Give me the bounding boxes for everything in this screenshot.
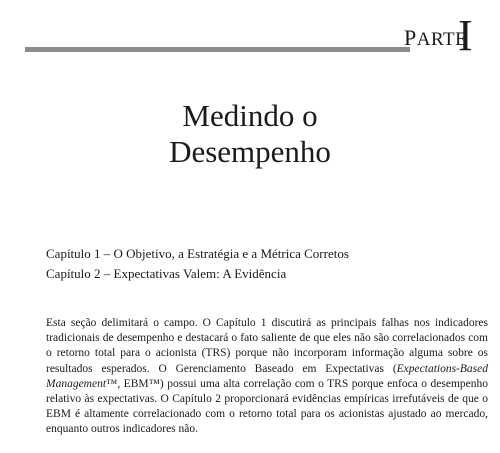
part-label-rest: ARTE [416, 29, 468, 50]
intro-text-italic: Expectations-Based Management [46, 362, 488, 390]
intro-text-part-2: ™, EBM™) possui uma alta correlação com o TRS porque enfoca o desempenho relativo às expectativas. O Capítulo 2 proporcionará evidências empíricas irrefutáveis de que o EBM é altamente correlacionado com o retorno total para os acionistas ajustado ao mercado, enquanto outros indicadores não. [46, 377, 488, 436]
chapter-list [46, 244, 349, 284]
page-title-line-2: Desempenho [169, 134, 331, 169]
chapter-item-2: Capítulo 2 – Expectativas Valem: A Evidência [46, 266, 287, 281]
header-rule [25, 47, 410, 52]
page-title [0, 98, 500, 170]
chapter-item-1: Capítulo 1 – O Objetivo, a Estratégia e a Métrica Corretos [46, 246, 349, 261]
part-numeral: I [458, 11, 473, 60]
part-label-initial: P [404, 25, 417, 50]
intro-text-part-1: Esta seção delimitará o campo. O Capítulo 1 discutirá as principais falhas nos indicadores tradicionais de desempenho e destacará o fato saliente de que eles não são correlacionados com o retorno total para o acionista (TRS) porque não incorporam informação alguma sobre os resultados esperados. O Gerenciamento Baseado em Expectativas ( [46, 317, 488, 375]
page-title-line-1: Medindo o [182, 98, 318, 133]
intro-text [46, 316, 488, 438]
intro-paragraph [46, 316, 488, 438]
